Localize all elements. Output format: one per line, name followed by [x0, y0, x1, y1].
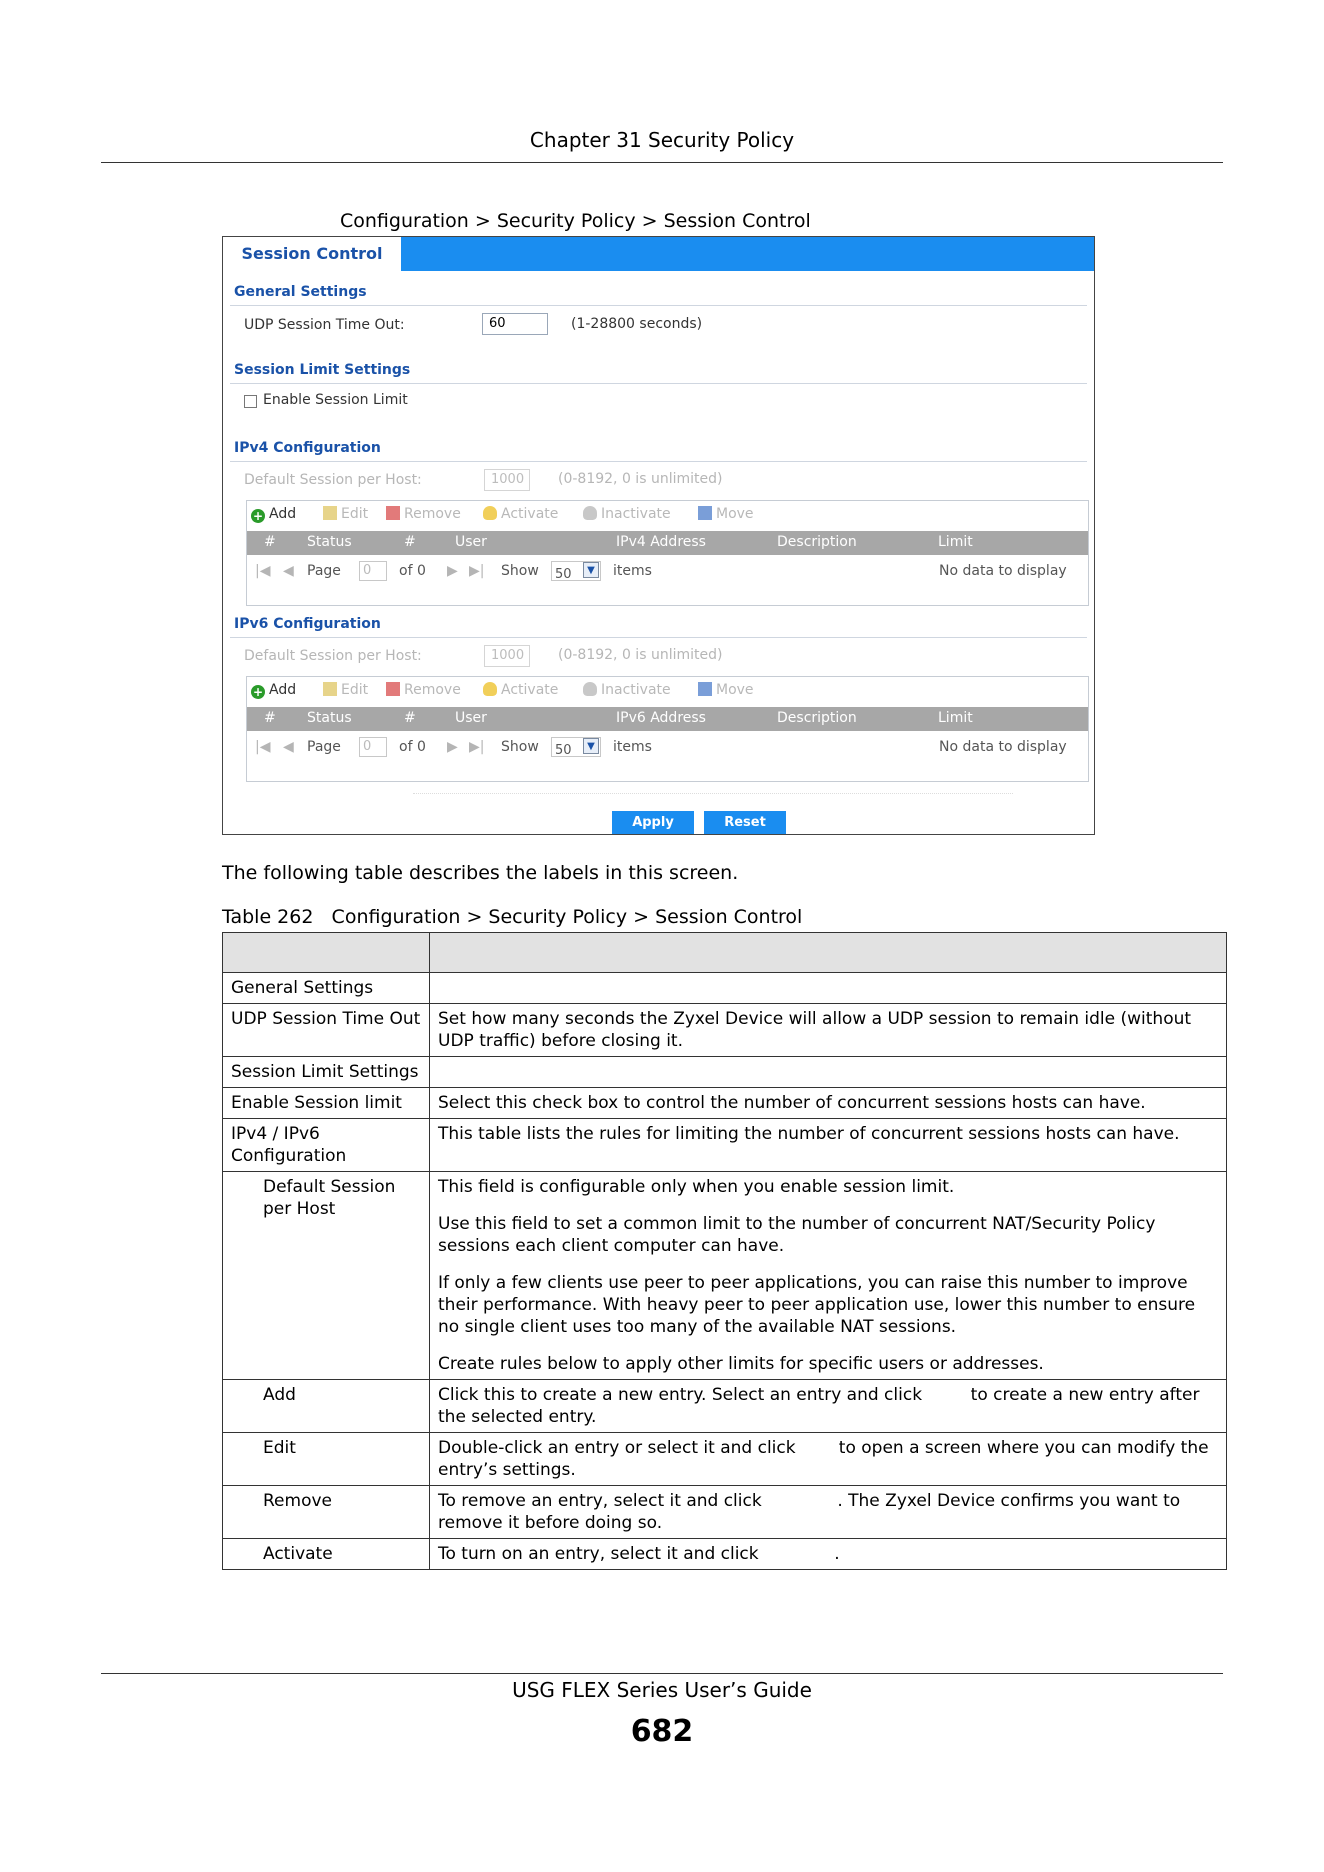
row-description: Set how many seconds the Zyxel Device will allow a UDP session to remain idle (without UDP traffic) before closing it. [430, 1004, 1227, 1057]
table-row [223, 1539, 1227, 1570]
row-label: Edit [223, 1433, 430, 1486]
next-page-icon[interactable]: ▶ [447, 739, 458, 755]
col-description[interactable]: Description [777, 534, 857, 550]
label-description-table [222, 932, 1227, 1570]
ipv4-default-session-label: Default Session per Host: [244, 472, 422, 488]
col-status[interactable]: Status [307, 534, 352, 550]
page-size-select[interactable]: 50 [551, 561, 601, 581]
remove-button[interactable]: Remove [386, 682, 461, 698]
section-divider [230, 461, 1087, 462]
page-size-select[interactable]: 50 [551, 737, 601, 757]
page-label: Page [307, 739, 341, 755]
table-row [223, 1004, 1227, 1057]
tab-session-control[interactable]: Session Control [223, 237, 401, 271]
prev-page-icon[interactable]: ◀ [283, 739, 294, 755]
row-description: To remove an entry, select it and click . The Zyxel Device confirms you want to remove it before doing so. [430, 1486, 1227, 1539]
row-label: General Settings [223, 973, 430, 1004]
guide-title: USG FLEX Series User’s Guide [512, 1678, 812, 1702]
table-row [223, 1172, 1227, 1380]
col-priority[interactable]: # [404, 710, 416, 726]
udp-timeout-label: UDP Session Time Out: [244, 317, 405, 333]
activate-button[interactable]: Activate [483, 682, 558, 698]
show-label: Show [501, 563, 539, 579]
ipv4-config-title: IPv4 Configuration [234, 440, 381, 456]
col-address[interactable]: IPv6 Address [616, 710, 706, 726]
col-address[interactable]: IPv4 Address [616, 534, 706, 550]
udp-timeout-input[interactable]: 60 [482, 313, 548, 335]
row-label: Session Limit Settings [223, 1057, 430, 1088]
page-input[interactable]: 0 [359, 561, 387, 581]
intro-text: The following table describes the labels in this screen. [222, 862, 739, 884]
row-label: UDP Session Time Out [223, 1004, 430, 1057]
next-page-icon[interactable]: ▶ [447, 563, 458, 579]
bulb-on-icon [483, 682, 497, 696]
row-description: Double-click an entry or select it and click to open a screen where you can modify the entry’s settings. [430, 1433, 1227, 1486]
bulb-off-icon [583, 506, 597, 520]
row-label: Activate [223, 1539, 430, 1570]
session-limit-title: Session Limit Settings [234, 362, 411, 378]
ipv6-toolbar [247, 677, 1088, 705]
edit-icon [323, 682, 337, 696]
ipv6-rules-grid [246, 676, 1089, 782]
page-number: 682 [630, 1714, 694, 1749]
no-data-label: No data to display [939, 739, 1067, 755]
col-user[interactable]: User [455, 534, 487, 550]
items-label: items [613, 739, 652, 755]
row-description: To turn on an entry, select it and click . [430, 1539, 1227, 1570]
page-label: Page [307, 563, 341, 579]
table-row [223, 1380, 1227, 1433]
bulb-on-icon [483, 506, 497, 520]
col-status[interactable]: Status [307, 710, 352, 726]
ipv4-default-session-hint: (0-8192, 0 is unlimited) [558, 471, 723, 487]
enable-session-limit-label: Enable Session Limit [263, 392, 408, 408]
page-of-label: of 0 [399, 563, 426, 579]
description-paragraph: Create rules below to apply other limits for specific users or addresses. [438, 1354, 1044, 1374]
last-page-icon[interactable]: ▶| [469, 563, 485, 579]
page-of-label: of 0 [399, 739, 426, 755]
table-row [223, 1486, 1227, 1539]
description-paragraph: If only a few clients use peer to peer applications, you can raise this number to improve their performance. With heavy peer to peer application use, lower this number to ensure no single client uses too many of the available NAT sessions. [438, 1273, 1196, 1337]
edit-button[interactable]: Edit [323, 506, 368, 522]
trash-icon [386, 506, 400, 520]
chevron-down-icon[interactable]: ▼ [583, 738, 599, 754]
row-description [430, 973, 1227, 1004]
divider [413, 793, 1013, 794]
add-button[interactable]: + Add [252, 682, 297, 699]
move-icon [698, 506, 712, 520]
row-label: Add [223, 1380, 430, 1433]
description-paragraph: This field is configurable only when you enable session limit. [438, 1177, 955, 1197]
row-description: Select this check box to control the number of concurrent sessions hosts can have. [430, 1088, 1227, 1119]
table-row [223, 1057, 1227, 1088]
chapter-header: Chapter 31 Security Policy [529, 128, 795, 152]
section-divider [230, 383, 1087, 384]
ipv6-column-header [247, 707, 1088, 731]
header-cell-description [430, 933, 1227, 973]
row-description: Click this to create a new entry. Select an entry and click to create a new entry after the selected entry. [430, 1380, 1227, 1433]
table-row [223, 973, 1227, 1004]
move-button[interactable]: Move [698, 506, 754, 522]
reset-button[interactable]: Reset [704, 811, 786, 834]
table-row [223, 1088, 1227, 1119]
trash-icon [386, 682, 400, 696]
add-icon: + [252, 685, 264, 699]
col-description[interactable]: Description [777, 710, 857, 726]
row-label: Default Session per Host [223, 1172, 430, 1380]
ipv4-pager [247, 558, 1088, 586]
col-index[interactable]: # [264, 534, 276, 550]
first-page-icon[interactable]: |◀ [255, 563, 271, 579]
apply-button[interactable]: Apply [612, 811, 694, 834]
ipv6-default-session-label: Default Session per Host: [244, 648, 422, 664]
ipv6-config-title: IPv6 Configuration [234, 616, 381, 632]
col-index[interactable]: # [264, 710, 276, 726]
add-button[interactable]: + Add [252, 506, 297, 523]
add-icon: + [252, 509, 264, 523]
move-button[interactable]: Move [698, 682, 754, 698]
table-caption: Table 262 Configuration > Security Policy > Session Control [222, 906, 803, 928]
first-page-icon[interactable]: |◀ [255, 739, 271, 755]
figure-caption: Configuration > Security Policy > Session Control [340, 210, 811, 232]
move-icon [698, 682, 712, 696]
col-limit[interactable]: Limit [938, 710, 973, 726]
section-divider [230, 637, 1087, 638]
ipv6-default-session-hint: (0-8192, 0 is unlimited) [558, 647, 723, 663]
remove-button[interactable]: Remove [386, 506, 461, 522]
row-description [430, 1057, 1227, 1088]
row-label: Remove [223, 1486, 430, 1539]
col-limit[interactable]: Limit [938, 534, 973, 550]
ipv6-pager [247, 734, 1088, 762]
table-row [223, 1433, 1227, 1486]
ipv4-toolbar [247, 501, 1088, 529]
bulb-off-icon [583, 682, 597, 696]
enable-session-limit-checkbox[interactable] [244, 395, 257, 408]
show-label: Show [501, 739, 539, 755]
session-control-screen [222, 236, 1095, 835]
row-label: IPv4 / IPv6 Configuration [223, 1119, 430, 1172]
activate-button[interactable]: Activate [483, 506, 558, 522]
row-label: Enable Session limit [223, 1088, 430, 1119]
tab-bar [223, 237, 1094, 271]
items-label: items [613, 563, 652, 579]
table-row [223, 1119, 1227, 1172]
last-page-icon[interactable]: ▶| [469, 739, 485, 755]
col-user[interactable]: User [455, 710, 487, 726]
edit-button[interactable]: Edit [323, 682, 368, 698]
ipv4-rules-grid [246, 500, 1089, 606]
ipv4-column-header [247, 531, 1088, 555]
ipv4-default-session-input[interactable]: 1000 [484, 469, 530, 491]
col-priority[interactable]: # [404, 534, 416, 550]
inactivate-button[interactable]: Inactivate [583, 506, 671, 522]
section-divider [230, 305, 1087, 306]
row-description [430, 1172, 1227, 1380]
row-description: This table lists the rules for limiting the number of concurrent sessions hosts can have. [430, 1119, 1227, 1172]
inactivate-button[interactable]: Inactivate [583, 682, 671, 698]
footer-rule [101, 1673, 1223, 1674]
table-header-row [223, 933, 1227, 973]
chevron-down-icon[interactable]: ▼ [583, 562, 599, 578]
prev-page-icon[interactable]: ◀ [283, 563, 294, 579]
page-input[interactable]: 0 [359, 737, 387, 757]
edit-icon [323, 506, 337, 520]
udp-timeout-hint: (1-28800 seconds) [571, 316, 703, 332]
general-settings-title: General Settings [234, 284, 367, 300]
description-paragraph: Use this field to set a common limit to the number of concurrent NAT/Security Policy sessions each client computer can have. [438, 1214, 1156, 1256]
header-cell-label [223, 933, 430, 973]
no-data-label: No data to display [939, 563, 1067, 579]
ipv6-default-session-input[interactable]: 1000 [484, 645, 530, 667]
header-rule [101, 162, 1223, 163]
